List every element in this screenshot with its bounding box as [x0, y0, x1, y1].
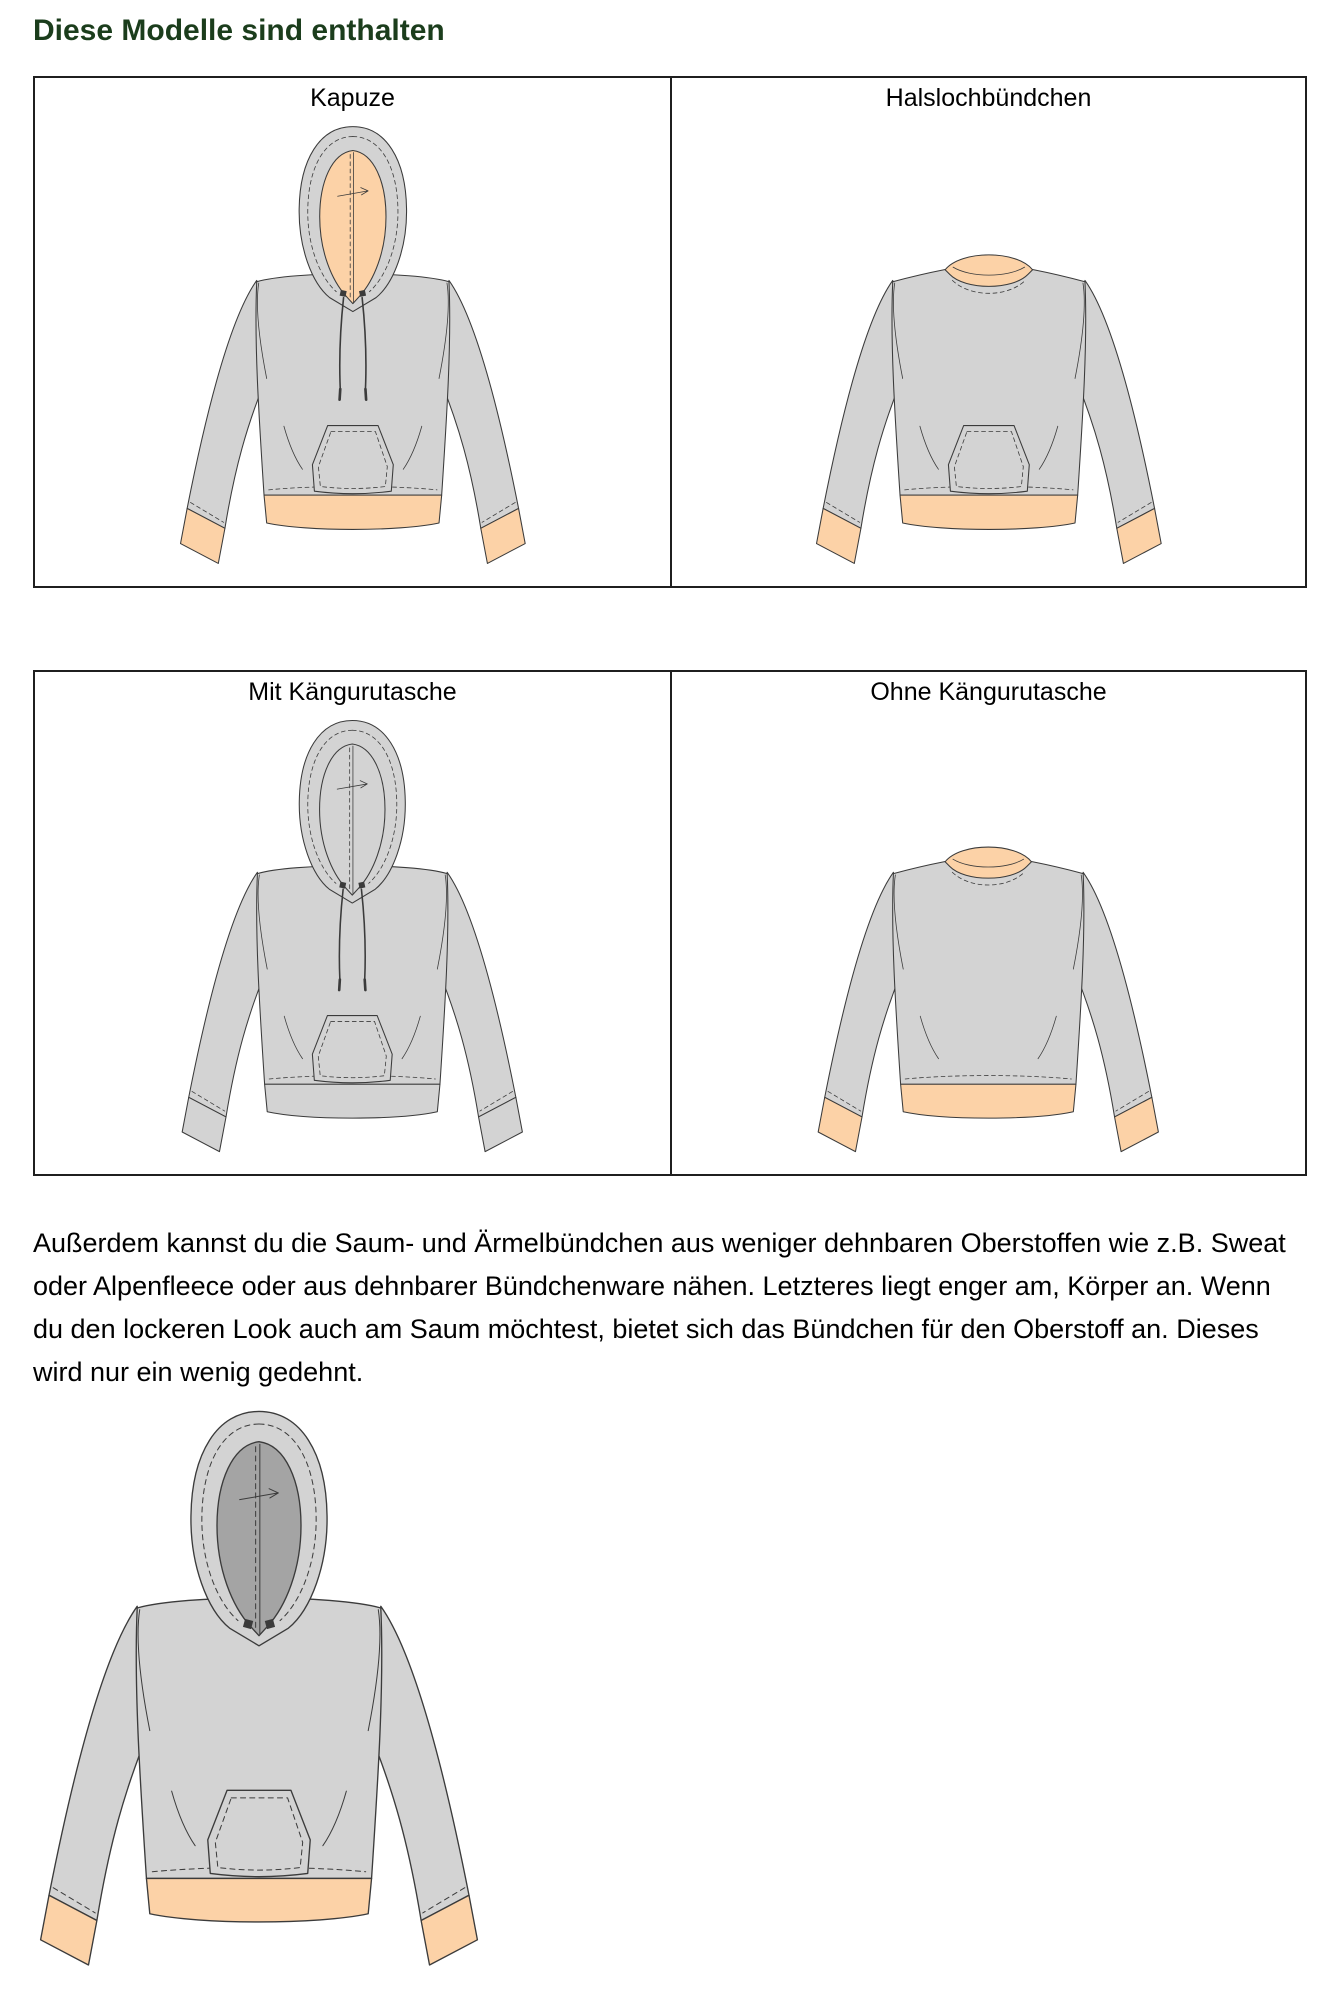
document-page	[33, 0, 1307, 1986]
cell-label-halslochbuendchen: Halslochbündchen	[885, 84, 1092, 112]
garment-flat-hoodie-with-hood	[154, 116, 552, 580]
sweatshirt-neckband-drawing	[672, 116, 1305, 580]
model-cell-kapuze	[35, 78, 670, 586]
model-table-bottom	[33, 670, 1307, 1176]
body-paragraph: Außerdem kannst du die Saum- und Ärmelbündchen aus weniger dehnbaren Oberstoffen wie z.B. Sweat oder Alpenfleece oder aus dehnbarer Bündchenware nähen. Letzteres liegt enger am, Körper an. Wenn du den lockeren Look auch am Saum möchtest, bietet sich das Bündchen für den Oberstoff an. Dieses wird nur ein wenig gedehnt.	[33, 1228, 1286, 1387]
hoodie-hood-drawing	[35, 116, 670, 580]
garment-flat-sweater-without-kangaroo-pocket	[792, 710, 1185, 1168]
page-title: Diese Modelle sind enthalten	[33, 14, 445, 47]
cell-label-kapuze: Kapuze	[310, 84, 395, 112]
cell-label-mit-kaengurutasche: Mit Kängurutasche	[248, 678, 457, 706]
cell-label-ohne-kaengurutasche: Ohne Kängurutasche	[870, 678, 1107, 706]
model-table-top	[33, 76, 1307, 588]
hoodie-pocket-drawing	[35, 710, 670, 1168]
garment-flat-hoodie-with-kangaroo-pocket	[156, 710, 549, 1168]
model-cell-halslochbuendchen	[670, 78, 1305, 586]
model-cell-mit-kaengurutasche	[35, 672, 670, 1174]
garment-flat-sweatshirt-with-neckband	[790, 116, 1188, 580]
hoodie-ribbing-variant-drawing	[7, 1398, 515, 1986]
garment-flat-hoodie-with-ribbing-variant	[7, 1398, 511, 1986]
model-cell-ohne-kaengurutasche	[670, 672, 1305, 1174]
sweater-no-pocket-drawing	[672, 710, 1305, 1168]
